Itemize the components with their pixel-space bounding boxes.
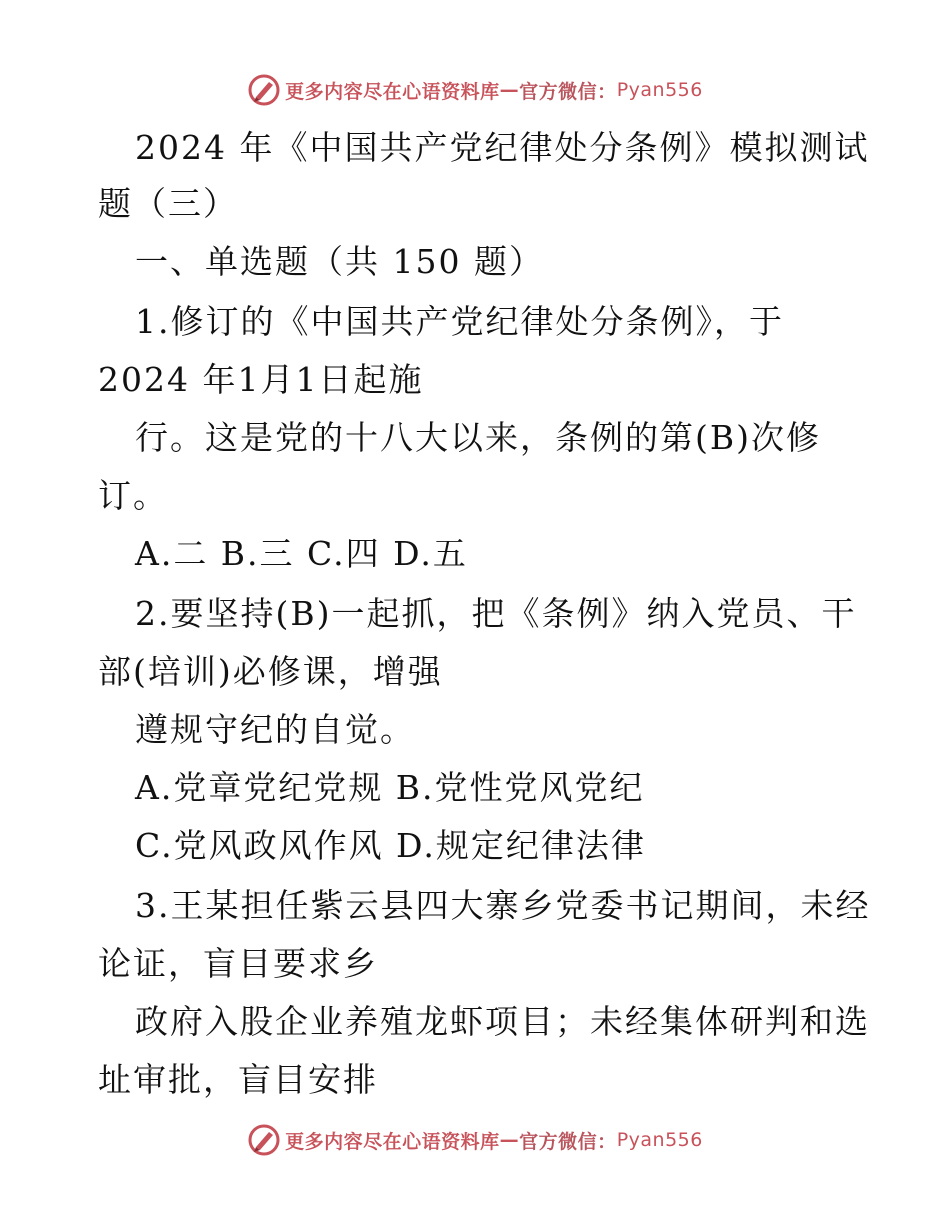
question-1-line2: 2024 年1月1日起施 <box>98 360 424 399</box>
header-banner <box>0 70 950 110</box>
question-2-options-line1: A.党章党纪党规 B.党性党风党纪 <box>135 768 645 807</box>
section-heading: 一、单选题（共 150 题） <box>135 242 544 281</box>
question-1-line1: 1.修订的《中国共产党纪律处分条例》，于 <box>135 302 784 341</box>
pen-logo-icon <box>247 1123 281 1157</box>
footer-banner <box>0 1120 950 1160</box>
banner-brand: 更多内容尽在心语资料库 <box>285 80 500 103</box>
question-3-line4: 址审批，盲目安排 <box>98 1060 378 1099</box>
question-1-line4: 订。 <box>98 476 168 515</box>
banner-wechat-label: 官方微信： <box>519 80 617 103</box>
banner-wechat-id: Pyan556 <box>616 79 703 101</box>
question-2-line2: 部(培训)必修课，增强 <box>98 652 443 691</box>
document-title-line1: 2024 年《中国共产党纪律处分条例》模拟测试 <box>135 128 870 167</box>
question-1-line3: 行。这是党的十八大以来，条例的第(B)次修 <box>135 418 821 457</box>
question-2-options-line2: C.党风政风作风 D.规定纪律法律 <box>135 826 646 865</box>
pen-logo-icon <box>247 73 281 107</box>
question-3-line2: 论证，盲目要求乡 <box>98 944 378 983</box>
document-title-line2: 题（三） <box>98 184 238 223</box>
banner-wechat-id: Pyan556 <box>616 1129 703 1151</box>
question-3-line1: 3.王某担任紫云县四大寨乡党委书记期间，未经 <box>135 886 871 925</box>
question-2-line3: 遵规守纪的自觉。 <box>135 710 415 749</box>
banner-brand: 更多内容尽在心语资料库 <box>285 1130 500 1153</box>
banner-wechat-label: 官方微信： <box>519 1130 617 1153</box>
banner-separator: — <box>499 79 520 101</box>
question-3-line3: 政府入股企业养殖龙虾项目；未经集体研判和选 <box>135 1002 870 1041</box>
banner-separator: — <box>499 1129 520 1151</box>
question-1-options: A.二 B.三 C.四 D.五 <box>135 534 468 573</box>
question-2-line1: 2.要坚持(B)一起抓，把《条例》纳入党员、干 <box>135 594 857 633</box>
